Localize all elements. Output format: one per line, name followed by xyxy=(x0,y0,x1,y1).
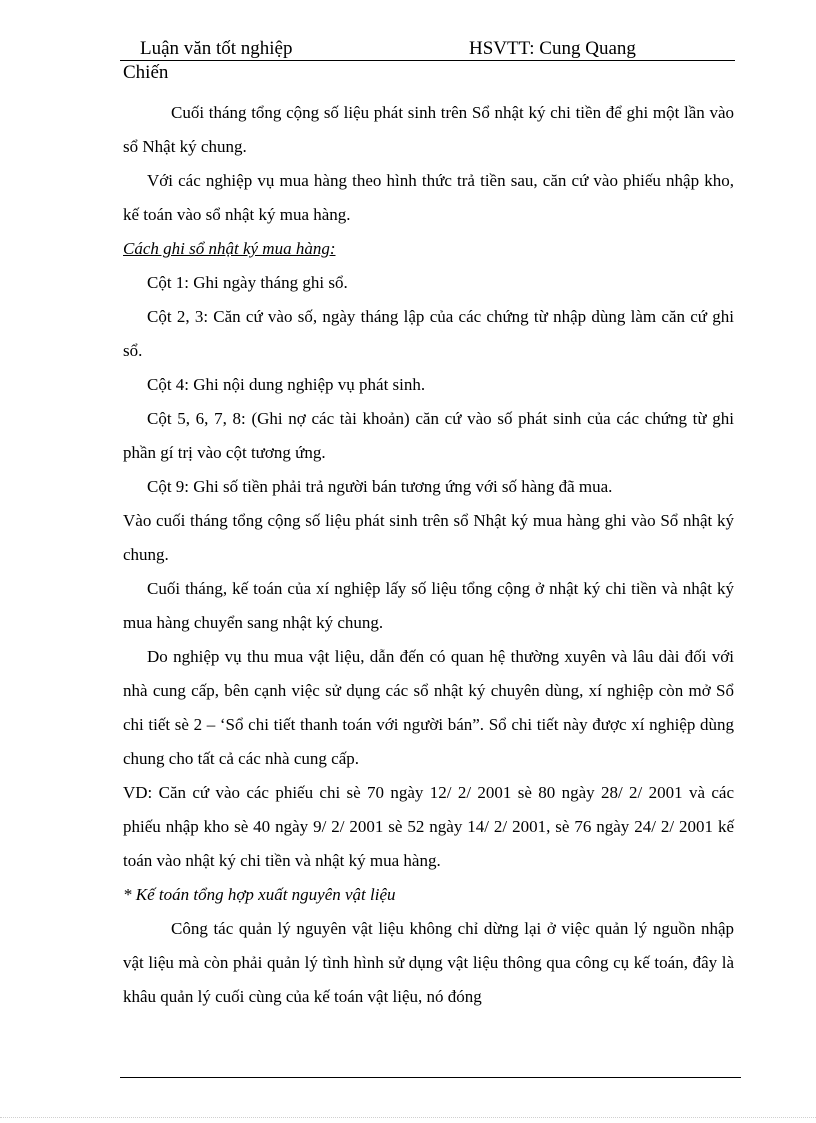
paragraph: Cột 5, 6, 7, 8: (Ghi nợ các tài khoản) căn cứ vào số phát sinh của các chứng từ ghi phần gí trị vào cột tương ứng. xyxy=(123,409,734,462)
section-heading: Cách ghi sổ nhật ký mua hàng: xyxy=(123,239,336,258)
header-author: HSVTT: Cung Quang xyxy=(469,38,636,59)
paragraph: Cuối tháng tổng cộng số liệu phát sinh trên Sổ nhật ký chi tiền để ghi một lần vào sổ Nhật ký chung. xyxy=(123,103,734,156)
paragraph: Cột 2, 3: Căn cứ vào số, ngày tháng lập của các chứng từ nhập dùng làm căn cứ ghi sổ. xyxy=(123,307,734,360)
paragraph: Cuối tháng, kế toán của xí nghiệp lấy số liệu tổng cộng ở nhật ký chi tiền và nhật ký mua hàng chuyển sang nhật ký chung. xyxy=(123,579,734,632)
page-header xyxy=(120,38,735,61)
paragraph: Vào cuối tháng tổng cộng số liệu phát sinh trên sổ Nhật ký mua hàng ghi vào Sổ nhật ký chung. xyxy=(123,511,734,564)
header-author-continuation: Chiến xyxy=(123,62,169,83)
paragraph: Cột 1: Ghi ngày tháng ghi sổ. xyxy=(147,273,348,292)
section-heading: * Kế toán tổng hợp xuất nguyên vật liệu xyxy=(123,885,396,904)
paragraph: VD: Căn cứ vào các phiếu chi sè 70 ngày 12/ 2/ 2001 sè 80 ngày 28/ 2/ 2001 và các phiếu nhập kho sè 40 ngày 9/ 2/ 2001 sè 52 ngày 14/ 2/ 2001, sè 76 ngày 24/ 2/ 2001 kế toán vào nhật ký chi tiền và nhật ký mua hàng. xyxy=(123,783,734,870)
paragraph: Với các nghiệp vụ mua hàng theo hình thức trả tiền sau, căn cứ vào phiếu nhập kho, kế toán vào sổ nhật ký mua hàng. xyxy=(123,171,734,224)
header-title: Luận văn tốt nghiệp xyxy=(140,38,293,59)
footer-rule xyxy=(120,1077,741,1078)
document-body xyxy=(123,96,734,1014)
paragraph: Cột 9: Ghi số tiền phải trả người bán tương ứng với số hàng đã mua. xyxy=(147,477,613,496)
page-boundary xyxy=(0,1117,816,1118)
paragraph: Do nghiệp vụ thu mua vật liệu, dẫn đến có quan hệ thường xuyên và lâu dài đối với nhà cung cấp, bên cạnh việc sử dụng các sổ nhật ký chuyên dùng, xí nghiệp còn mở Sổ chi tiết sè 2 – ‘Sổ chi tiết thanh toán với người bán”. Sổ chi tiết này được xí nghiệp dùng chung cho tất cả các nhà cung cấp. xyxy=(123,647,734,768)
paragraph: Công tác quản lý nguyên vật liệu không chỉ dừng lại ở việc quản lý nguồn nhập vật liệu mà còn phải quản lý tình hình sử dụng vật liệu thông qua công cụ kế toán, đây là khâu quản lý cuối cùng của kế toán vật liệu, nó đóng xyxy=(123,919,734,1006)
paragraph: Cột 4: Ghi nội dung nghiệp vụ phát sinh. xyxy=(147,375,426,394)
